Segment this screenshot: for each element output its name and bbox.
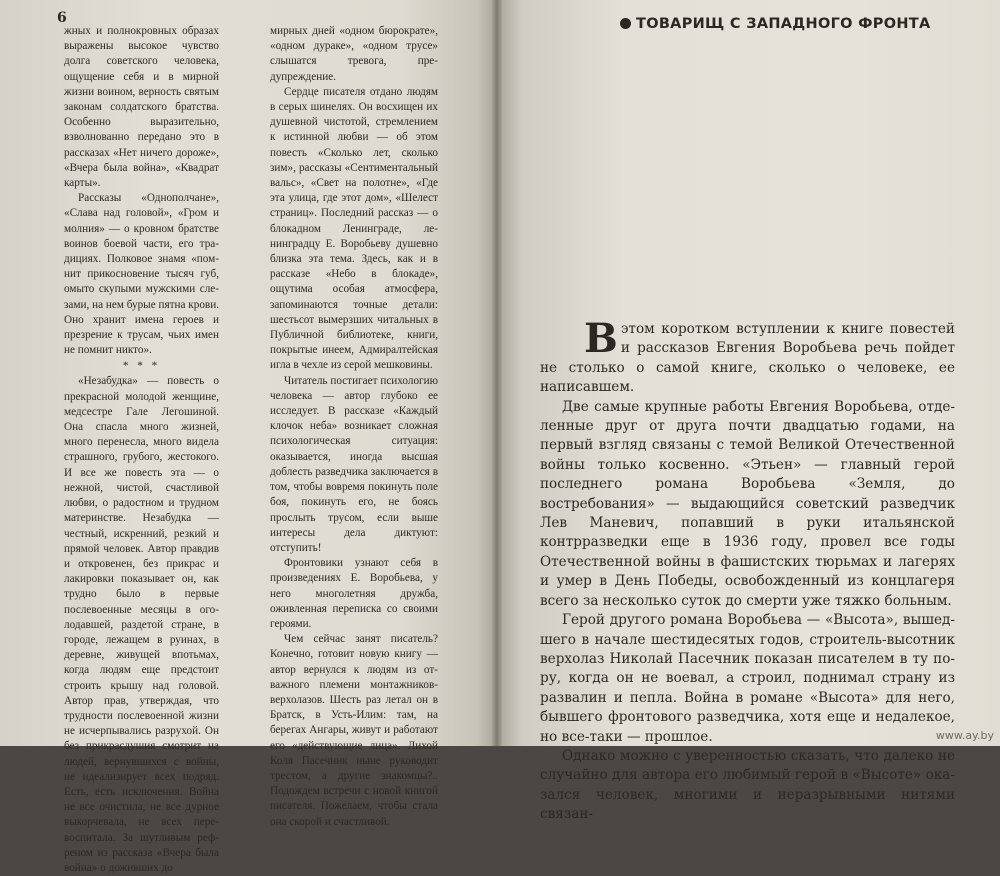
paragraph: Чем сейчас занят писатель? Конечно, готовит новую книгу — автор вернулся к людям из отважного племени монтажников-верхолазов. Шесть раз летал он в Братск, в Усть-Илим: там, на берегах Ангары, живут и работают его «действующие лица». Лихой Коля Пасечник ныне руководит трестом, а другие знакомцы?.. Подождем встречи с новой книгой писателя. Пожелаем, чтобы стала она скорой и счастливой. — [270, 633, 438, 828]
right-page-body — [540, 315, 955, 825]
page-number: 6 — [57, 10, 67, 26]
paragraph: «Незабудка» — повесть о прекрасной молодой женщине, медсестре Гале Легошиной. Она спасла много жизней, много перенесла, много видела страшного, грубого, жестокого. И все же повесть эта — о нежной, чистой, счастливой любви, о радостном и трудном материнстве. Незабудка — честный, искренний, резкий и прямой человек. Автор правдив и откровенен, без прикрас и лакировки показывает он, как трудно было в первые послевоенные месяцы в оголодавшей, раздетой стране, в городе, лежащем в руинах, в деревне, живущей впотьмах, когда людям еще предстоит строить крышу над головой. Автор прав, утверждая, что трудности послевоенной жизни не исчерпывались разрухой. Он без прикрасдушия смотрит на людей, вернувшихся с войны, не идеализирует всех подряд. Есть, есть исключения. Война не все очистила, не все дурное выкорчевала, не всех перевоспитала. За шутливым рефреном из рассказа «Вчера была война» о доживших до — [64, 375, 219, 874]
drop-cap: В — [584, 315, 618, 362]
paragraph — [540, 315, 955, 398]
paragraph: Читатель постигает психологию человека — автор глубоко ее исследует. В рассказе «Каждый клочок неба» возникает сложная психологическая ситуация: оказывается, иногда высшая доблесть разведчика заключается в том, чтобы вовремя покинуть поле боя, покинуть его, не боясь прослыть трусом, если выше интересы дела диктуют: отступить! — [270, 374, 438, 554]
chapter-heading — [620, 16, 950, 32]
left-page — [0, 0, 497, 874]
paragraph: жных и полнокровных образах выражены высокое чувство долга советского человека, ощущение себя и в мирной жизни воином, верность святым законам солдатского братства. Особенно выразительно, взволнованно передано это в рассказах «Нет ничего дороже», «Вчера была война», «Квадрат карты». — [64, 25, 219, 190]
paragraph: мирных дней «одном бюрократе», «одном дураке», «одном трусе» слышатся тревога, предупреждение. — [270, 25, 438, 83]
book-spine — [492, 0, 502, 746]
paragraph: Две самые крупные работы Евгения Воробьева, отделенные друг от друга почти двадцатью годами, на первый взгляд связаны с темой Великой Отечественной войны только косвенно. «Этьен» — главный герой последнего романа Воробьева «Земля, до востребования» — выдающийся советский разведчик Лев Маневич, попавший в руки итальянской контрразведки еще в 1936 году, провел все годы Отечественной войны в фашистских тюрьмах и лагерях и умер в День Победы, освобожденный из концлагеря всего за несколько суток до смерти уже тяжко больным. — [540, 398, 955, 609]
watermark: www.ay.by — [935, 729, 994, 742]
paragraph: Однако можно с уверенностью сказать, что далеко не случайно для автора его любимый герой в «Высоте» оказался человек, многими и неразрывными нитями связан- — [540, 747, 955, 823]
paragraph: Сердце писателя отдано людям в серых шинелях. Он восхищен их душевной чистотой, стремлением к истинной любви — об этом повесть «Сколько лет, сколько зим», рассказы «Сентиментальный вальс», «Свет на полотне», «Где эта улица, где этот дом», «Шелест страниц». Последний рассказ — о блокадном Ленинграде, ленинградцу Е. Воробьеву душевно близка эта тема. Здесь, как и в рассказе «Небо в блокаде», ощутима особая атмосфера, запоминаются точные детали: шестьсот вымерзших читальных в Публичной библиотеке, книги, покрытые инеем, Адмиралтейская игла в чехле из серой мешковины. — [270, 85, 438, 372]
paragraph: Герой другого романа Воробьева — «Высота», вышедшего в начале шестидесятых годов, строитель-высотник верхолаз Николай Пасечник показан писателем в ту пору, когда он не воевал, а строил, поднимал страну из развалин и пепла. Война в романе «Высота» для него, бывшего фронтового разведчика, хотя еще и недалекое, но все-таки — прошлое. — [540, 612, 955, 745]
chapter-title: ТОВАРИЩ С ЗАПАДНОГО ФРОНТА — [636, 16, 931, 32]
left-column-2 — [270, 24, 438, 830]
section-separator: * * * — [122, 360, 161, 373]
left-column-1 — [64, 24, 219, 876]
paragraph-text: этом коротком вступлении к книге повестей и рассказов Евгения Воробьева речь пойдет не столько о самой книге, сколько о человеке, ее написавшем. — [540, 321, 955, 396]
bullet-icon — [620, 18, 631, 29]
paragraph: Рассказы «Однополчане», «Слава над головой», «Гром и молния» — о кровном братстве воинов боевой части, его традициях. Полковое знамя «помнит прикосновение тысяч губ, омыто скупыми мужскими слезами, на нем бурые пятна крови. Оно хранит имена героев и презрение к трусам, чьих имен не помнит никто». — [64, 192, 219, 357]
paragraph: Фронтовики узнают себя в произведениях Е. Воробьева, у него многолетняя дружба, оживленная переписка со своими героями. — [270, 557, 438, 630]
